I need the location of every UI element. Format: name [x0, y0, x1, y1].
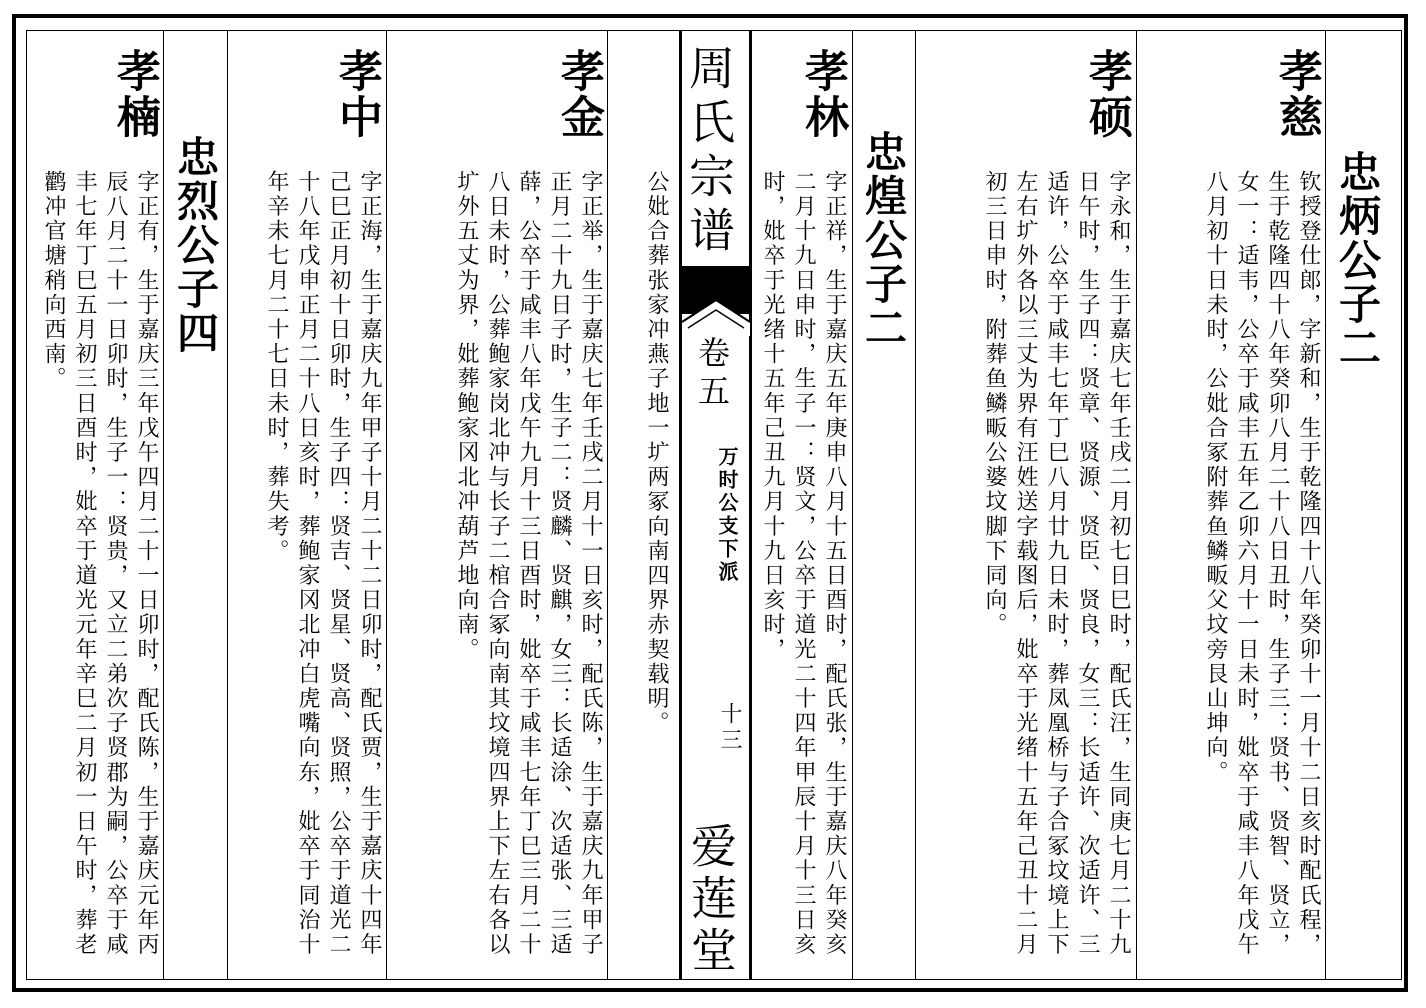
- person-biography: 钦授登仕郎，字新和，生于乾隆四十八年癸卯十一月十二日亥时配氏程，生于乾隆四十八年癸卯八月二十八日丑时，生子三：贤书、贤智、贤立，女一：适韦，公卒于咸丰五年乙卯六月十一日未时，妣卒于咸丰八年戊午八月初十日未时，公妣合冢附葬鱼鳞畈父坟旁艮山坤向。: [1203, 170, 1321, 958]
- spine-border-right: [749, 31, 752, 979]
- branch-label: 万时公支下派: [715, 446, 739, 584]
- person-biography: 字正海，生于嘉庆九年甲子十月二十二日卯时，配氏贾，生于嘉庆十四年己巳正月初十日卯时，生子四：贤吉、贤星、贤高、贤照，公卒于道光二十八年戊申正月二十八日亥时，葬鲍家冈北冲白虎嘴向东，妣卒于同治十年辛未七月二十七日未时，葬失考。: [264, 170, 382, 958]
- hall-name: 爱莲堂: [684, 822, 738, 978]
- generation-heading: 忠烈公子四: [171, 135, 220, 355]
- column-divider: [852, 31, 853, 979]
- person-name: 孝林: [797, 48, 848, 140]
- person-name: 孝硕: [1081, 48, 1132, 140]
- person-biography: 字正有，生于嘉庆三年戊午四月二十一日卯时，配氏陈，生于嘉庆元年丙辰八月二十一日卯时，生子一：贤贵，又立二弟次子贤郡为嗣，公卒于咸丰七年丁巳五月初三日酉时，妣卒于道光元年辛巳二月初一日午时，葬老鹳冲官塘稍向西南。: [41, 170, 159, 958]
- volume-label: 卷五: [693, 336, 731, 412]
- continuation-text: 公妣合葬张家冲燕子地一圹两冢向南四界赤契载明。: [644, 170, 669, 736]
- column-divider: [227, 31, 228, 979]
- person-biography: 字正祥，生于嘉庆五年庚申八月十五日酉时，配氏张，生于嘉庆八年癸亥二月十九日申时，生子一：贤文，公卒于道光二十四年甲辰十月十三日亥时，妣卒于光绪十五年己丑九月十九日亥时，: [760, 170, 847, 958]
- generation-heading: 忠炳公子二: [1333, 150, 1382, 370]
- column-divider: [163, 31, 164, 979]
- column-divider: [1325, 31, 1326, 979]
- person-name: 孝中: [331, 48, 382, 140]
- column-divider: [607, 31, 608, 979]
- person-name: 孝慈: [1271, 48, 1322, 140]
- column-divider: [1136, 31, 1137, 979]
- person-name: 孝金: [553, 48, 604, 140]
- generation-heading: 忠煌公子二: [859, 130, 908, 350]
- genealogy-title: 周氏宗谱: [682, 44, 736, 260]
- person-biography: 字永和，生于嘉庆七年壬戌二月初七日巳时，配氏汪，生同庚七月二十九日午时，生子四：贤章、贤源、贤臣、贤良，女三：长适许、次适许、三适许，公卒于咸丰七年丁巳八月廿九日未时，葬凤凰桥与子合冢坟境上下左右圹外各以三丈为界有汪姓送字载图后，妣卒于光绪十五年己丑十二月初三日申时，附葬鱼鳞畈公婆坟脚下同向。: [982, 170, 1131, 958]
- page-number: 十三: [717, 702, 742, 754]
- person-biography: 字正举，生于嘉庆七年壬戌二月十一日亥时，配氏陈，生于嘉庆九年甲子正月二十九日子时，生子二：贤麟、贤麒，女三：长适涂、次适张、三适薛，公卒于咸丰八年戊午九月十三日酉时，妣卒于咸丰七年丁巳三月二十八日未时，公葬鲍家岗北冲与长子二棺合冢向南其坟境四界上下左右各以圹外五丈为界，妣葬鲍家冈北冲葫芦地向南。: [454, 170, 603, 958]
- column-divider: [386, 31, 387, 979]
- spine-chevron-icon: [682, 296, 750, 336]
- person-name: 孝楠: [109, 48, 160, 140]
- column-divider: [915, 31, 916, 979]
